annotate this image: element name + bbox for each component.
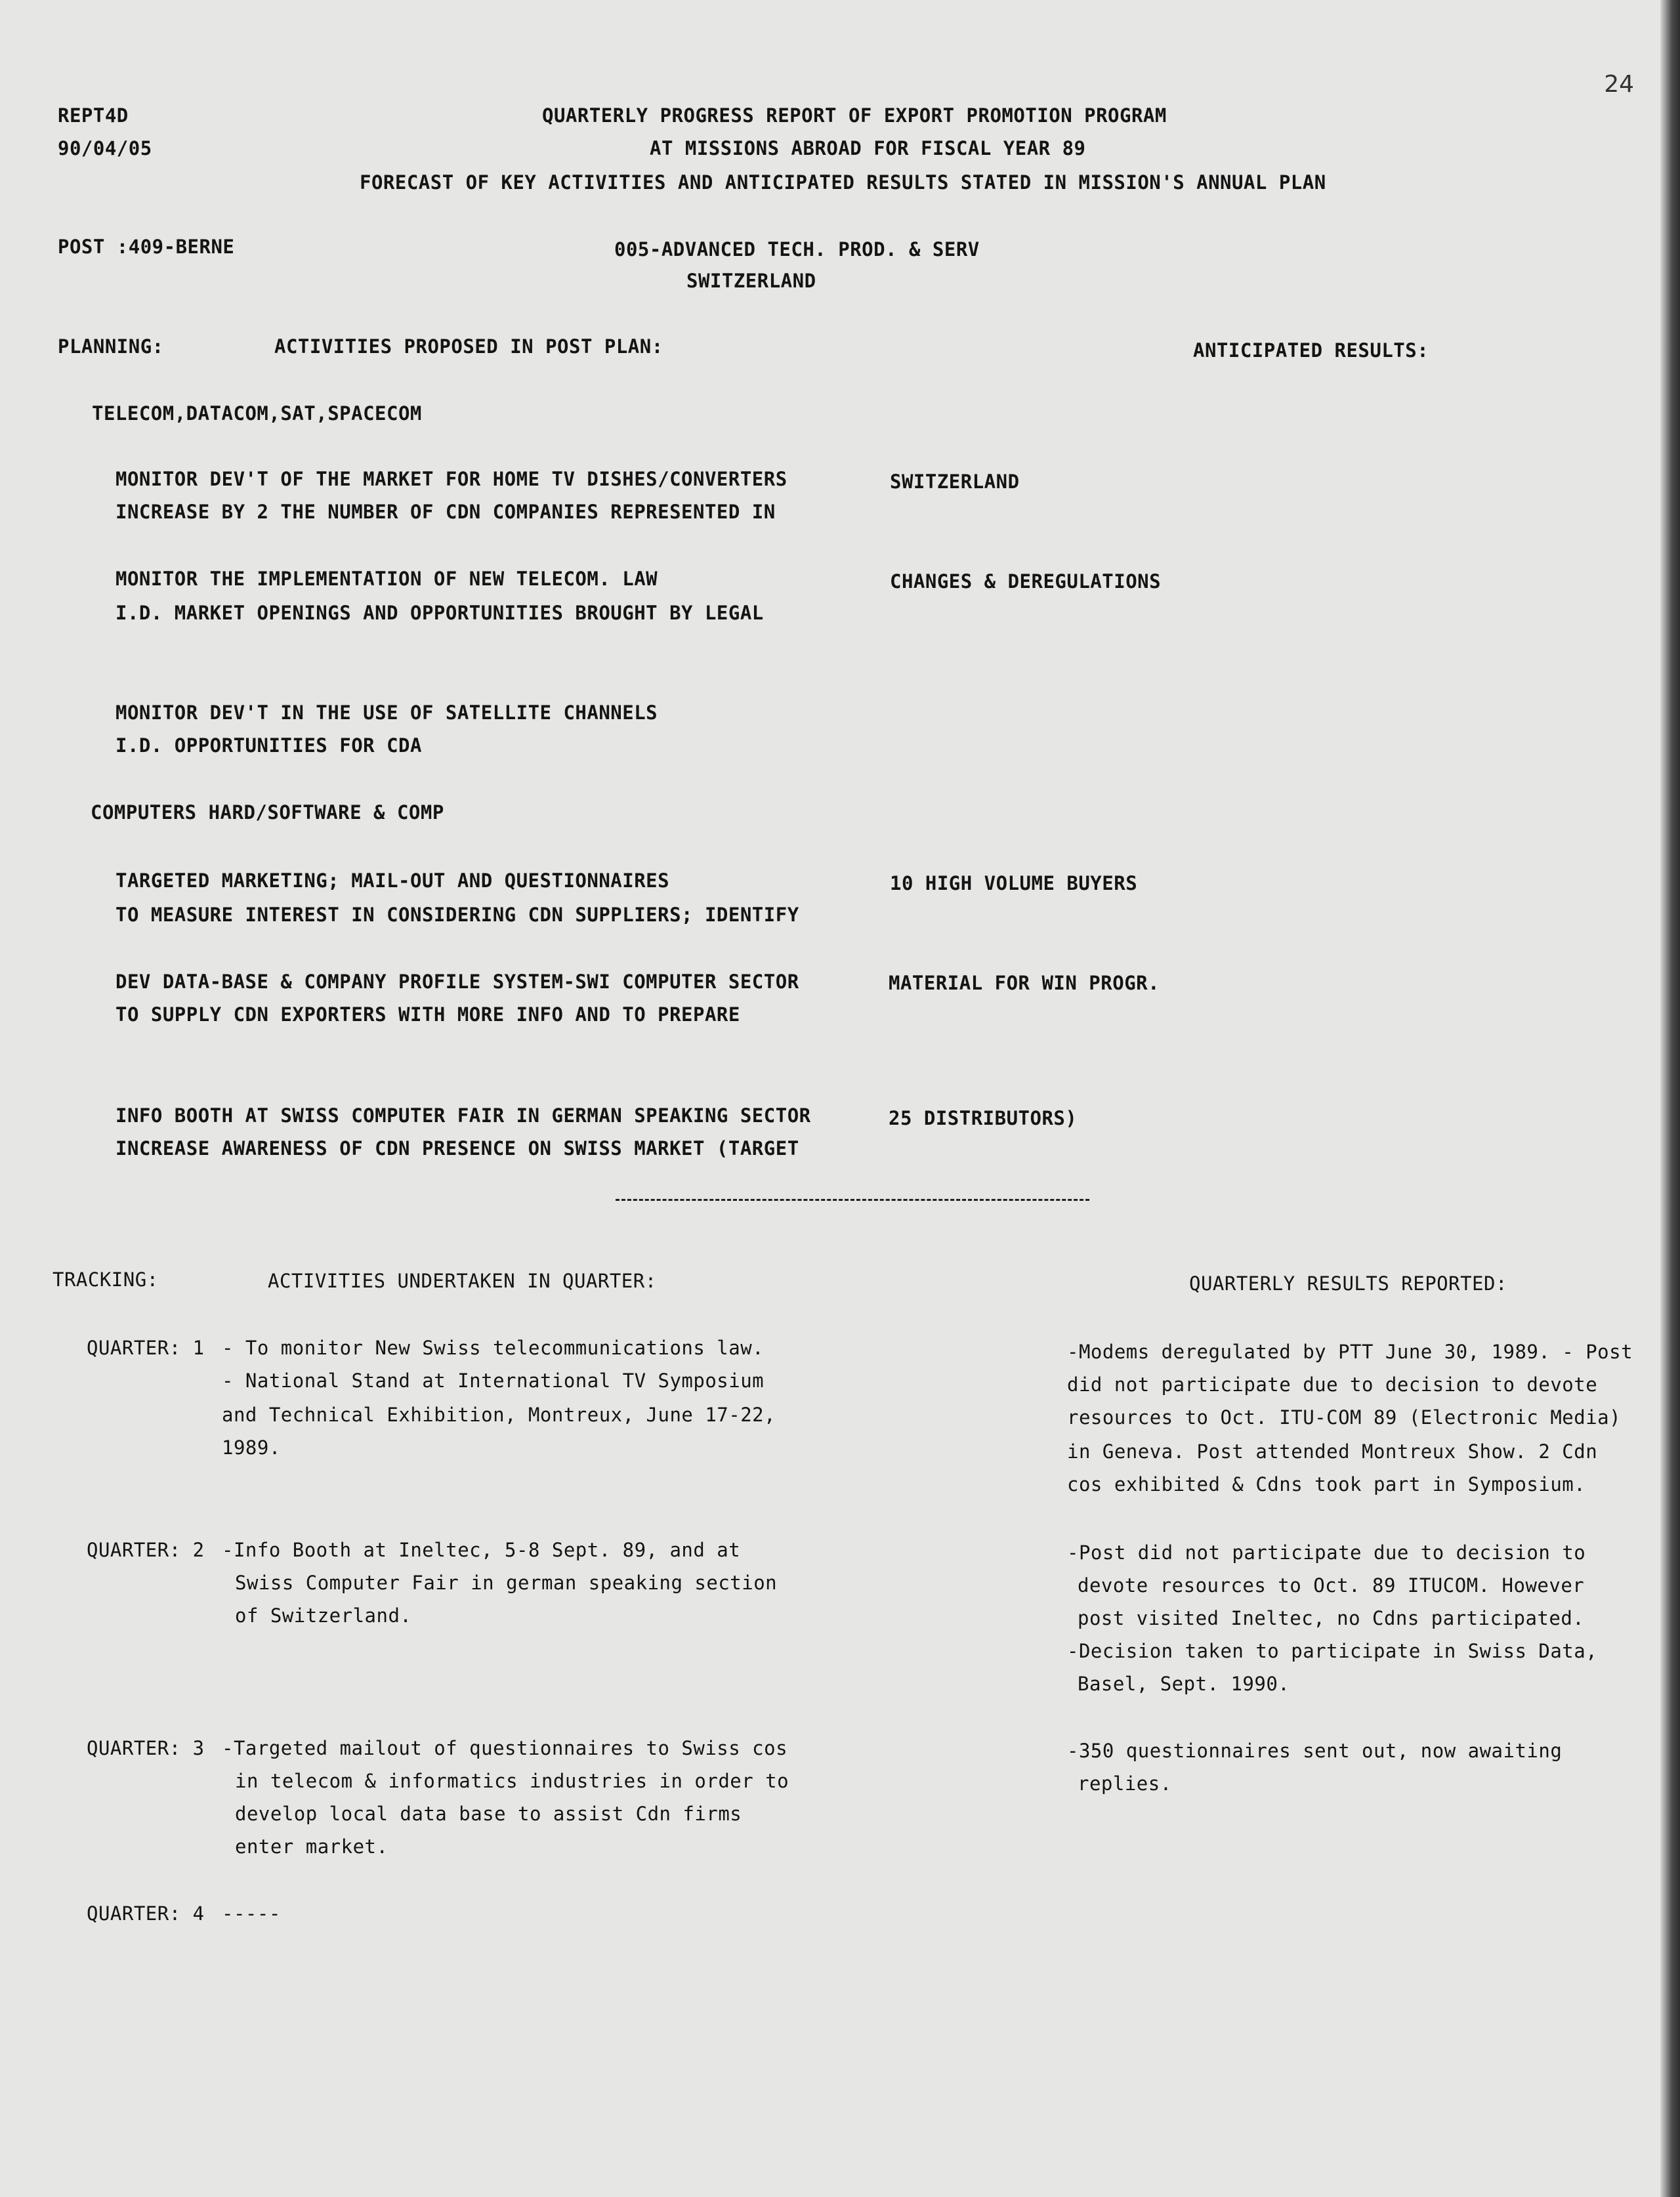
quarter-label: QUARTER: 3 [87, 1737, 205, 1759]
quarter-result-line: -350 questionnaires sent out, now awaiting [1067, 1740, 1563, 1762]
group-title-telecom: TELECOM,DATACOM,SAT,SPACECOM [92, 402, 422, 425]
quarter-result-line: devote resources to Oct. 89 ITUCOM. However [1078, 1574, 1585, 1597]
tracking-label: TRACKING: [52, 1268, 159, 1291]
post-country: SWITZERLAND [686, 270, 816, 292]
post-label: POST :409-BERNE [58, 236, 235, 258]
quarter-result-line: Basel, Sept. 1990. [1078, 1673, 1290, 1695]
quarter-result-line: -Modems deregulated by PTT June 30, 1989. - Post [1067, 1341, 1633, 1363]
quarter-activity-line: enter market. [235, 1835, 388, 1858]
quarter-activity-line: of Switzerland. [235, 1604, 412, 1627]
planning-result: 25 DISTRIBUTORS) [889, 1107, 1078, 1129]
planning-activity-line: MONITOR DEV'T IN THE USE OF SATELLITE CHANNELS [116, 701, 658, 724]
planning-activity-line: TO SUPPLY CDN EXPORTERS WITH MORE INFO AND TO PREPARE [116, 1003, 740, 1026]
quarter-label: QUARTER: 1 [87, 1337, 205, 1359]
quarter-result-line: replies. [1078, 1772, 1172, 1795]
quarter-result-line: post visited Ineltec, no Cdns participated. [1078, 1607, 1585, 1629]
planning-activity-line: INFO BOOTH AT SWISS COMPUTER FAIR IN GERMAN SPEAKING SECTOR [116, 1104, 811, 1127]
planning-activity-line: INCREASE AWARENESS OF CDN PRESENCE ON SWISS MARKET (TARGET [116, 1137, 799, 1160]
quarter-activity-line: - National Stand at International TV Symposium [222, 1370, 765, 1392]
planning-activity-line: TARGETED MARKETING; MAIL-OUT AND QUESTIONNAIRES [116, 869, 670, 892]
group-title-computers: COMPUTERS HARD/SOFTWARE & COMP [91, 801, 444, 824]
quarter-label: QUARTER: 2 [87, 1539, 205, 1561]
planning-activity-line: MONITOR THE IMPLEMENTATION OF NEW TELECOM. LAW [116, 568, 658, 590]
quarter-result-line: in Geneva. Post attended Montreux Show. 2 Cdn [1067, 1440, 1598, 1463]
quarter-activity-line: 1989. [222, 1436, 281, 1459]
quarter-activity-line: - To monitor New Swiss telecommunications law. [222, 1337, 765, 1359]
page-number: 24 [1604, 71, 1634, 98]
quarter-label: QUARTER: 4 [87, 1902, 205, 1925]
quarter-activity-line: Swiss Computer Fair in german speaking section [235, 1572, 778, 1594]
report-title-line1: QUARTERLY PROGRESS REPORT OF EXPORT PROMOTION PROGRAM [542, 104, 1167, 127]
quarter-result-line: did not participate due to decision to devote [1067, 1373, 1598, 1396]
quarter-activity-line: ----- [222, 1902, 281, 1925]
report-title-line2: AT MISSIONS ABROAD FOR FISCAL YEAR 89 [650, 137, 1086, 159]
planning-activity-line: TO MEASURE INTEREST IN CONSIDERING CDN SUPPLIERS; IDENTIFY [116, 904, 799, 926]
quarter-result-line: -Decision taken to participate in Swiss Data, [1067, 1640, 1598, 1662]
planning-result: MATERIAL FOR WIN PROGR. [889, 972, 1160, 994]
quarter-activity-line: develop local data base to assist Cdn firms [235, 1803, 742, 1825]
quarter-result-line: resources to Oct. ITU-COM 89 (Electronic Media) [1067, 1406, 1622, 1429]
quarter-activity-line: -Info Booth at Ineltec, 5-8 Sept. 89, and at [222, 1539, 741, 1561]
planning-result: CHANGES & DEREGULATIONS [890, 570, 1162, 593]
planning-activity-line: MONITOR DEV'T OF THE MARKET FOR HOME TV DISHES/CONVERTERS [116, 468, 788, 490]
planning-label: PLANNING: [58, 335, 164, 358]
planning-activities-heading: ACTIVITIES PROPOSED IN POST PLAN: [274, 335, 663, 358]
planning-activity-line: DEV DATA-BASE & COMPANY PROFILE SYSTEM-SWI COMPUTER SECTOR [116, 971, 799, 993]
planning-result: 10 HIGH VOLUME BUYERS [890, 872, 1138, 894]
planning-results-heading: ANTICIPATED RESULTS: [1193, 339, 1429, 362]
quarter-result-line: cos exhibited & Cdns took part in Symposium. [1067, 1473, 1586, 1496]
tracking-activities-heading: ACTIVITIES UNDERTAKEN IN QUARTER: [268, 1270, 657, 1292]
post-sector: 005-ADVANCED TECH. PROD. & SERV [614, 238, 980, 261]
report-title-line3: FORECAST OF KEY ACTIVITIES AND ANTICIPATED RESULTS STATED IN MISSION'S ANNUAL PLAN [360, 171, 1326, 194]
report-id: REPT4D [58, 104, 129, 127]
quarter-activity-line: -Targeted mailout of questionnaires to Swiss cos [222, 1737, 788, 1759]
quarter-activity-line: and Technical Exhibition, Montreux, June 17-22, [222, 1404, 776, 1426]
planning-activity-line: I.D. OPPORTUNITIES FOR CDA [116, 734, 422, 757]
report-date: 90/04/05 [58, 137, 152, 159]
quarter-activity-line: in telecom & informatics industries in order to [235, 1770, 789, 1792]
section-separator [616, 1199, 1089, 1201]
planning-result: SWITZERLAND [890, 471, 1020, 493]
quarter-result-line: -Post did not participate due to decision to [1067, 1541, 1586, 1564]
page-edge-shadow [1660, 0, 1680, 2197]
tracking-results-heading: QUARTERLY RESULTS REPORTED: [1189, 1272, 1507, 1295]
planning-activity-line: I.D. MARKET OPENINGS AND OPPORTUNITIES BROUGHT BY LEGAL [116, 602, 764, 624]
planning-activity-line: INCREASE BY 2 THE NUMBER OF CDN COMPANIES REPRESENTED IN [116, 501, 776, 523]
